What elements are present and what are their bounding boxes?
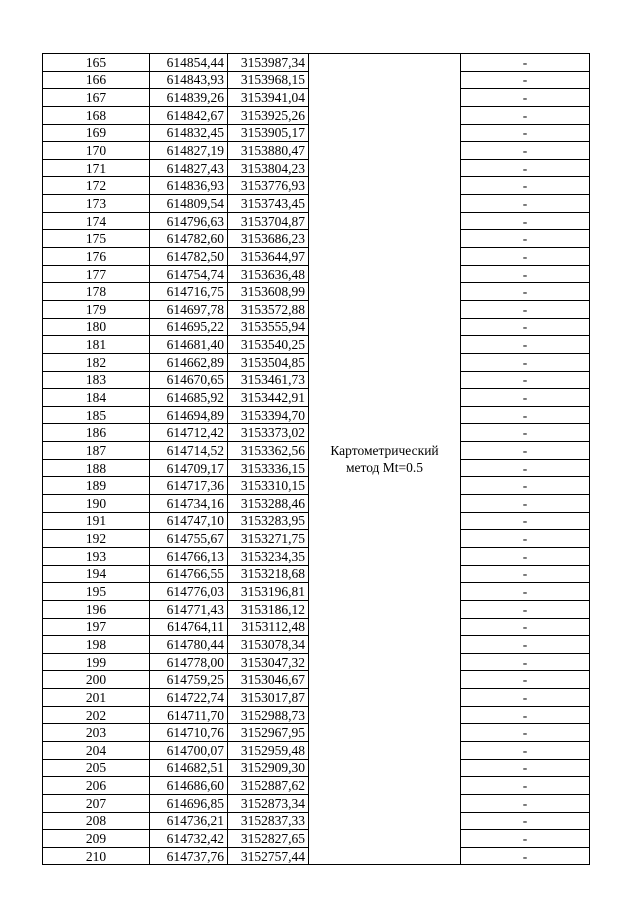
y-coordinate-cell: 3153046,67: [228, 671, 309, 689]
point-number-cell: 171: [43, 159, 150, 177]
point-number-cell: 189: [43, 477, 150, 495]
description-cell: -: [461, 759, 590, 777]
y-coordinate-cell: 3153362,56: [228, 442, 309, 460]
point-number-cell: 186: [43, 424, 150, 442]
x-coordinate-cell: 614836,93: [150, 177, 228, 195]
description-cell: -: [461, 406, 590, 424]
x-coordinate-cell: 614766,13: [150, 547, 228, 565]
x-coordinate-cell: 614737,76: [150, 847, 228, 865]
x-coordinate-cell: 614764,11: [150, 618, 228, 636]
x-coordinate-cell: 614782,60: [150, 230, 228, 248]
y-coordinate-cell: 3153941,04: [228, 89, 309, 107]
description-cell: -: [461, 353, 590, 371]
y-coordinate-cell: 3152909,30: [228, 759, 309, 777]
x-coordinate-cell: 614732,42: [150, 830, 228, 848]
table-row: [43, 54, 590, 72]
x-coordinate-cell: 614771,43: [150, 600, 228, 618]
x-coordinate-cell: 614736,21: [150, 812, 228, 830]
y-coordinate-cell: 3152757,44: [228, 847, 309, 865]
description-cell: -: [461, 812, 590, 830]
point-number-cell: 204: [43, 741, 150, 759]
y-coordinate-cell: 3153218,68: [228, 565, 309, 583]
description-cell: -: [461, 265, 590, 283]
coordinates-table: [42, 53, 590, 865]
x-coordinate-cell: 614696,85: [150, 794, 228, 812]
x-coordinate-cell: 614754,74: [150, 265, 228, 283]
description-cell: -: [461, 671, 590, 689]
x-coordinate-cell: 614694,89: [150, 406, 228, 424]
point-number-cell: 208: [43, 812, 150, 830]
description-cell: -: [461, 389, 590, 407]
y-coordinate-cell: 3152959,48: [228, 741, 309, 759]
y-coordinate-cell: 3152827,65: [228, 830, 309, 848]
x-coordinate-cell: 614755,67: [150, 530, 228, 548]
point-number-cell: 181: [43, 336, 150, 354]
x-coordinate-cell: 614780,44: [150, 636, 228, 654]
point-number-cell: 195: [43, 583, 150, 601]
description-cell: -: [461, 89, 590, 107]
description-cell: -: [461, 424, 590, 442]
method-cell: Картометрический метод Mt=0.5: [309, 54, 461, 865]
point-number-cell: 190: [43, 495, 150, 513]
y-coordinate-cell: 3153461,73: [228, 371, 309, 389]
description-cell: -: [461, 54, 590, 72]
point-number-cell: 193: [43, 547, 150, 565]
description-cell: -: [461, 706, 590, 724]
point-number-cell: 179: [43, 300, 150, 318]
y-coordinate-cell: 3153283,95: [228, 512, 309, 530]
point-number-cell: 166: [43, 71, 150, 89]
x-coordinate-cell: 614796,63: [150, 212, 228, 230]
y-coordinate-cell: 3153555,94: [228, 318, 309, 336]
x-coordinate-cell: 614710,76: [150, 724, 228, 742]
x-coordinate-cell: 614700,07: [150, 741, 228, 759]
point-number-cell: 184: [43, 389, 150, 407]
description-cell: -: [461, 318, 590, 336]
point-number-cell: 168: [43, 106, 150, 124]
y-coordinate-cell: 3153608,99: [228, 283, 309, 301]
y-coordinate-cell: 3153743,45: [228, 195, 309, 213]
x-coordinate-cell: 614697,78: [150, 300, 228, 318]
y-coordinate-cell: 3153704,87: [228, 212, 309, 230]
y-coordinate-cell: 3153925,26: [228, 106, 309, 124]
y-coordinate-cell: 3153636,48: [228, 265, 309, 283]
x-coordinate-cell: 614827,43: [150, 159, 228, 177]
description-cell: -: [461, 336, 590, 354]
x-coordinate-cell: 614747,10: [150, 512, 228, 530]
point-number-cell: 182: [43, 353, 150, 371]
x-coordinate-cell: 614695,22: [150, 318, 228, 336]
point-number-cell: 207: [43, 794, 150, 812]
description-cell: -: [461, 547, 590, 565]
y-coordinate-cell: 3153880,47: [228, 142, 309, 160]
x-coordinate-cell: 614839,26: [150, 89, 228, 107]
x-coordinate-cell: 614662,89: [150, 353, 228, 371]
description-cell: -: [461, 794, 590, 812]
point-number-cell: 187: [43, 442, 150, 460]
x-coordinate-cell: 614782,50: [150, 248, 228, 266]
description-cell: -: [461, 653, 590, 671]
y-coordinate-cell: 3153288,46: [228, 495, 309, 513]
y-coordinate-cell: 3153186,12: [228, 600, 309, 618]
description-cell: -: [461, 600, 590, 618]
point-number-cell: 173: [43, 195, 150, 213]
y-coordinate-cell: 3153336,15: [228, 459, 309, 477]
point-number-cell: 199: [43, 653, 150, 671]
x-coordinate-cell: 614685,92: [150, 389, 228, 407]
description-cell: -: [461, 477, 590, 495]
point-number-cell: 176: [43, 248, 150, 266]
description-cell: -: [461, 459, 590, 477]
x-coordinate-cell: 614778,00: [150, 653, 228, 671]
y-coordinate-cell: 3153540,25: [228, 336, 309, 354]
point-number-cell: 185: [43, 406, 150, 424]
point-number-cell: 174: [43, 212, 150, 230]
point-number-cell: 203: [43, 724, 150, 742]
description-cell: -: [461, 106, 590, 124]
x-coordinate-cell: 614670,65: [150, 371, 228, 389]
point-number-cell: 206: [43, 777, 150, 795]
y-coordinate-cell: 3153686,23: [228, 230, 309, 248]
x-coordinate-cell: 614759,25: [150, 671, 228, 689]
y-coordinate-cell: 3153644,97: [228, 248, 309, 266]
y-coordinate-cell: 3153112,48: [228, 618, 309, 636]
x-coordinate-cell: 614776,03: [150, 583, 228, 601]
description-cell: -: [461, 283, 590, 301]
description-cell: -: [461, 583, 590, 601]
description-cell: -: [461, 177, 590, 195]
point-number-cell: 167: [43, 89, 150, 107]
point-number-cell: 180: [43, 318, 150, 336]
description-cell: -: [461, 724, 590, 742]
y-coordinate-cell: 3153078,34: [228, 636, 309, 654]
x-coordinate-cell: 614827,19: [150, 142, 228, 160]
description-cell: -: [461, 71, 590, 89]
point-number-cell: 201: [43, 689, 150, 707]
point-number-cell: 178: [43, 283, 150, 301]
y-coordinate-cell: 3153504,85: [228, 353, 309, 371]
description-cell: -: [461, 495, 590, 513]
x-coordinate-cell: 614832,45: [150, 124, 228, 142]
y-coordinate-cell: 3153905,17: [228, 124, 309, 142]
x-coordinate-cell: 614809,54: [150, 195, 228, 213]
x-coordinate-cell: 614717,36: [150, 477, 228, 495]
y-coordinate-cell: 3152988,73: [228, 706, 309, 724]
y-coordinate-cell: 3152837,33: [228, 812, 309, 830]
y-coordinate-cell: 3153196,81: [228, 583, 309, 601]
description-cell: -: [461, 124, 590, 142]
description-cell: -: [461, 530, 590, 548]
description-cell: -: [461, 512, 590, 530]
description-cell: -: [461, 212, 590, 230]
description-cell: -: [461, 371, 590, 389]
y-coordinate-cell: 3153442,91: [228, 389, 309, 407]
y-coordinate-cell: 3153968,15: [228, 71, 309, 89]
description-cell: -: [461, 195, 590, 213]
description-cell: -: [461, 565, 590, 583]
description-cell: -: [461, 618, 590, 636]
x-coordinate-cell: 614854,44: [150, 54, 228, 72]
point-number-cell: 177: [43, 265, 150, 283]
point-number-cell: 196: [43, 600, 150, 618]
description-cell: -: [461, 159, 590, 177]
point-number-cell: 205: [43, 759, 150, 777]
x-coordinate-cell: 614842,67: [150, 106, 228, 124]
point-number-cell: 170: [43, 142, 150, 160]
x-coordinate-cell: 614711,70: [150, 706, 228, 724]
x-coordinate-cell: 614714,52: [150, 442, 228, 460]
point-number-cell: 175: [43, 230, 150, 248]
x-coordinate-cell: 614681,40: [150, 336, 228, 354]
point-number-cell: 172: [43, 177, 150, 195]
point-number-cell: 188: [43, 459, 150, 477]
description-cell: -: [461, 777, 590, 795]
x-coordinate-cell: 614843,93: [150, 71, 228, 89]
y-coordinate-cell: 3153804,23: [228, 159, 309, 177]
description-cell: -: [461, 300, 590, 318]
description-cell: -: [461, 442, 590, 460]
point-number-cell: 192: [43, 530, 150, 548]
y-coordinate-cell: 3153310,15: [228, 477, 309, 495]
point-number-cell: 169: [43, 124, 150, 142]
description-cell: -: [461, 741, 590, 759]
y-coordinate-cell: 3152967,95: [228, 724, 309, 742]
point-number-cell: 165: [43, 54, 150, 72]
description-cell: -: [461, 847, 590, 865]
y-coordinate-cell: 3153776,93: [228, 177, 309, 195]
description-cell: -: [461, 689, 590, 707]
description-cell: -: [461, 830, 590, 848]
y-coordinate-cell: 3153271,75: [228, 530, 309, 548]
point-number-cell: 198: [43, 636, 150, 654]
y-coordinate-cell: 3153394,70: [228, 406, 309, 424]
coordinates-table-body: [43, 54, 590, 865]
y-coordinate-cell: 3153987,34: [228, 54, 309, 72]
point-number-cell: 194: [43, 565, 150, 583]
point-number-cell: 191: [43, 512, 150, 530]
y-coordinate-cell: 3153234,35: [228, 547, 309, 565]
x-coordinate-cell: 614686,60: [150, 777, 228, 795]
point-number-cell: 202: [43, 706, 150, 724]
point-number-cell: 209: [43, 830, 150, 848]
description-cell: -: [461, 142, 590, 160]
x-coordinate-cell: 614766,55: [150, 565, 228, 583]
x-coordinate-cell: 614734,16: [150, 495, 228, 513]
y-coordinate-cell: 3153373,02: [228, 424, 309, 442]
description-cell: -: [461, 248, 590, 266]
y-coordinate-cell: 3152887,62: [228, 777, 309, 795]
x-coordinate-cell: 614682,51: [150, 759, 228, 777]
point-number-cell: 183: [43, 371, 150, 389]
y-coordinate-cell: 3153572,88: [228, 300, 309, 318]
description-cell: -: [461, 636, 590, 654]
y-coordinate-cell: 3153047,32: [228, 653, 309, 671]
description-cell: -: [461, 230, 590, 248]
x-coordinate-cell: 614709,17: [150, 459, 228, 477]
point-number-cell: 210: [43, 847, 150, 865]
point-number-cell: 200: [43, 671, 150, 689]
x-coordinate-cell: 614716,75: [150, 283, 228, 301]
y-coordinate-cell: 3153017,87: [228, 689, 309, 707]
y-coordinate-cell: 3152873,34: [228, 794, 309, 812]
x-coordinate-cell: 614722,74: [150, 689, 228, 707]
x-coordinate-cell: 614712,42: [150, 424, 228, 442]
point-number-cell: 197: [43, 618, 150, 636]
